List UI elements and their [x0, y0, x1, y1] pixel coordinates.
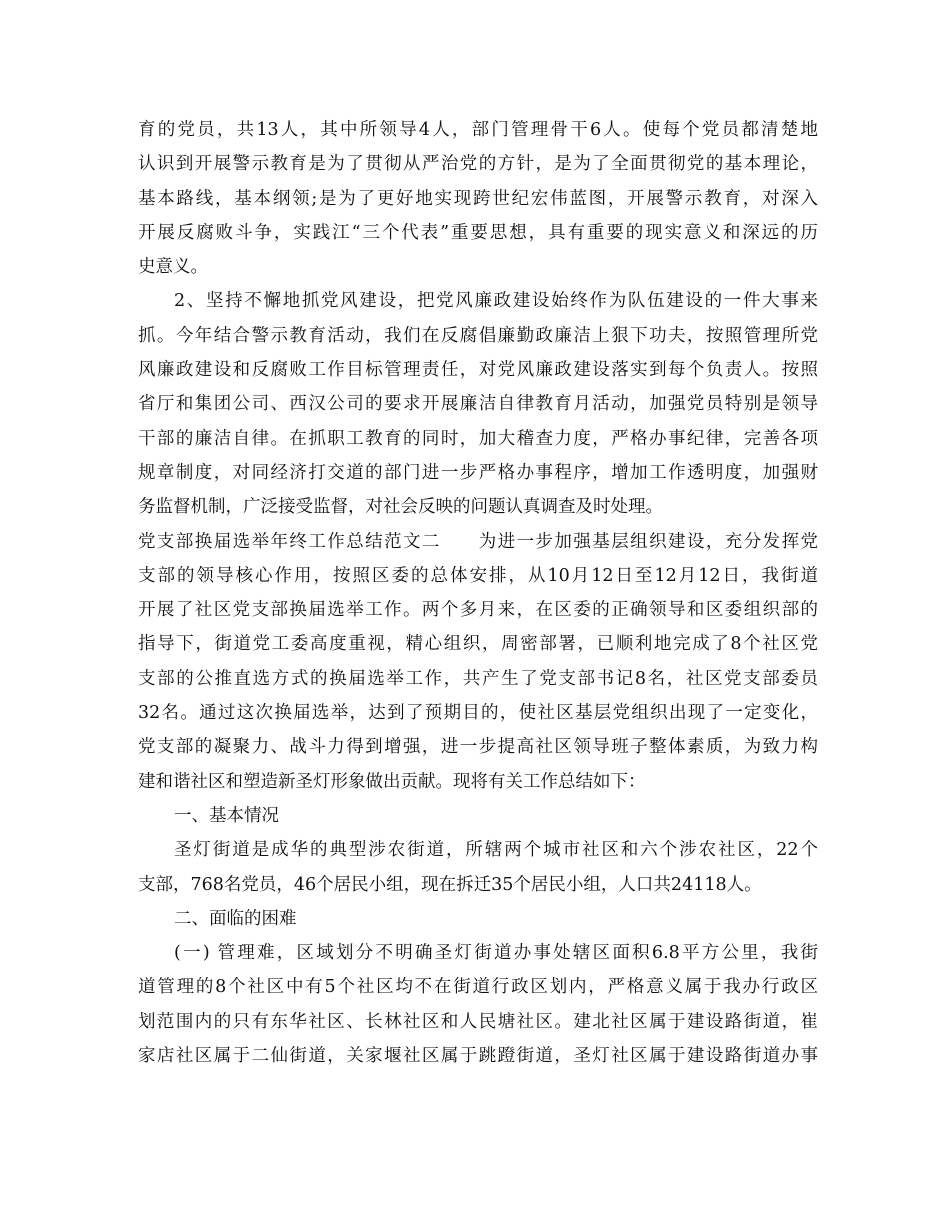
text-line: 32名。通过这次换届选举，达到了预期目的，使社区基层党组织出现了一定变化， [138, 703, 818, 724]
text-line: 开展了社区党支部换届选举工作。两个多月来，在区委的正确领导和区委组织部的 [138, 600, 818, 621]
text-line: 支部的领导核心作用，按照区委的总体安排，从10月12日至12月12日，我街道 [138, 565, 818, 586]
text-line: 史意义。 [138, 257, 208, 278]
text-line: 认识到开展警示教育是为了贯彻从严治党的方针，是为了全面贯彻党的基本理论， [138, 154, 818, 175]
text-line: 道管理的8个社区中有5个社区均不在街道行政区划内，严格意义属于我办行政区 [138, 977, 818, 998]
paragraph-first-line: 2、坚持不懈地抓党风建设，把党风廉政建设始终作为队伍建设的一件大事来 [174, 291, 818, 312]
text-line: 指导下，街道党工委高度重视，精心组织，周密部署，已顺利地完成了8个社区党 [138, 634, 818, 655]
text-line: 省厅和集团公司、西汉公司的要求开展廉洁自律教育月活动，加强党员特别是领导 [138, 394, 818, 415]
section-heading: 一、基本情况 [174, 805, 279, 826]
text-line: 风廉政建设和反腐败工作目标管理责任，对党风廉政建设落实到每个负责人。按照 [138, 360, 818, 381]
text-line: 划范围内的只有东华社区、长林社区和人民塘社区。建北社区属于建设路街道，崔 [138, 1011, 818, 1032]
section-title-line: 党支部换届选举年终工作总结范文二 为进一步加强基层组织建设，充分发挥党 [138, 531, 818, 552]
text-line: 规章制度，对同经济打交道的部门进一步严格办事程序，增加工作透明度，加强财 [138, 462, 818, 483]
text-line: 开展反腐败斗争，实践江“三个代表”重要思想，具有重要的现实意义和深远的历 [138, 222, 818, 243]
text-line: 干部的廉洁自律。在抓职工教育的同时，加大稽查力度，严格办事纪律，完善各项 [138, 428, 818, 449]
paragraph-first-line: 圣灯街道是成华的典型涉农街道，所辖两个城市社区和六个涉农社区，22个 [174, 840, 818, 861]
paragraph-first-line: (一) 管理难，区域划分不明确圣灯街道办事处辖区面积6.8平方公里，我街 [174, 943, 818, 964]
text-line: 建和谐社区和塑造新圣灯形象做出贡献。现将有关工作总结如下： [138, 771, 646, 792]
text-line: 支部的公推直选方式的换届选举工作，共产生了党支部书记8名，社区党支部委员 [138, 668, 818, 689]
text-line: 育的党员，共13人，其中所领导4人，部门管理骨干6人。使每个党员都清楚地 [138, 120, 818, 140]
document-body [138, 113, 818, 1073]
text-line: 支部，768名党员，46个居民小组，现在拆迁35个居民小组，人口共24118人。 [138, 874, 762, 895]
section-heading: 二、面临的困难 [174, 908, 297, 929]
text-line: 务监督机制，广泛接受监督，对社会反映的问题认真调查及时处理。 [138, 497, 663, 518]
text-line: 基本路线，基本纲领;是为了更好地实现跨世纪宏伟蓝图，开展警示教育，对深入 [138, 188, 818, 209]
text-line: 抓。今年结合警示教育活动，我们在反腐倡廉勤政廉洁上狠下功夫，按照管理所党 [138, 325, 818, 346]
text-line: 党支部的凝聚力、战斗力得到增强，进一步提高社区领导班子整体素质，为致力构 [138, 737, 818, 758]
text-line: 家店社区属于二仙街道，关家堰社区属于跳蹬街道，圣灯社区属于建设路街道办事 [138, 1046, 818, 1067]
